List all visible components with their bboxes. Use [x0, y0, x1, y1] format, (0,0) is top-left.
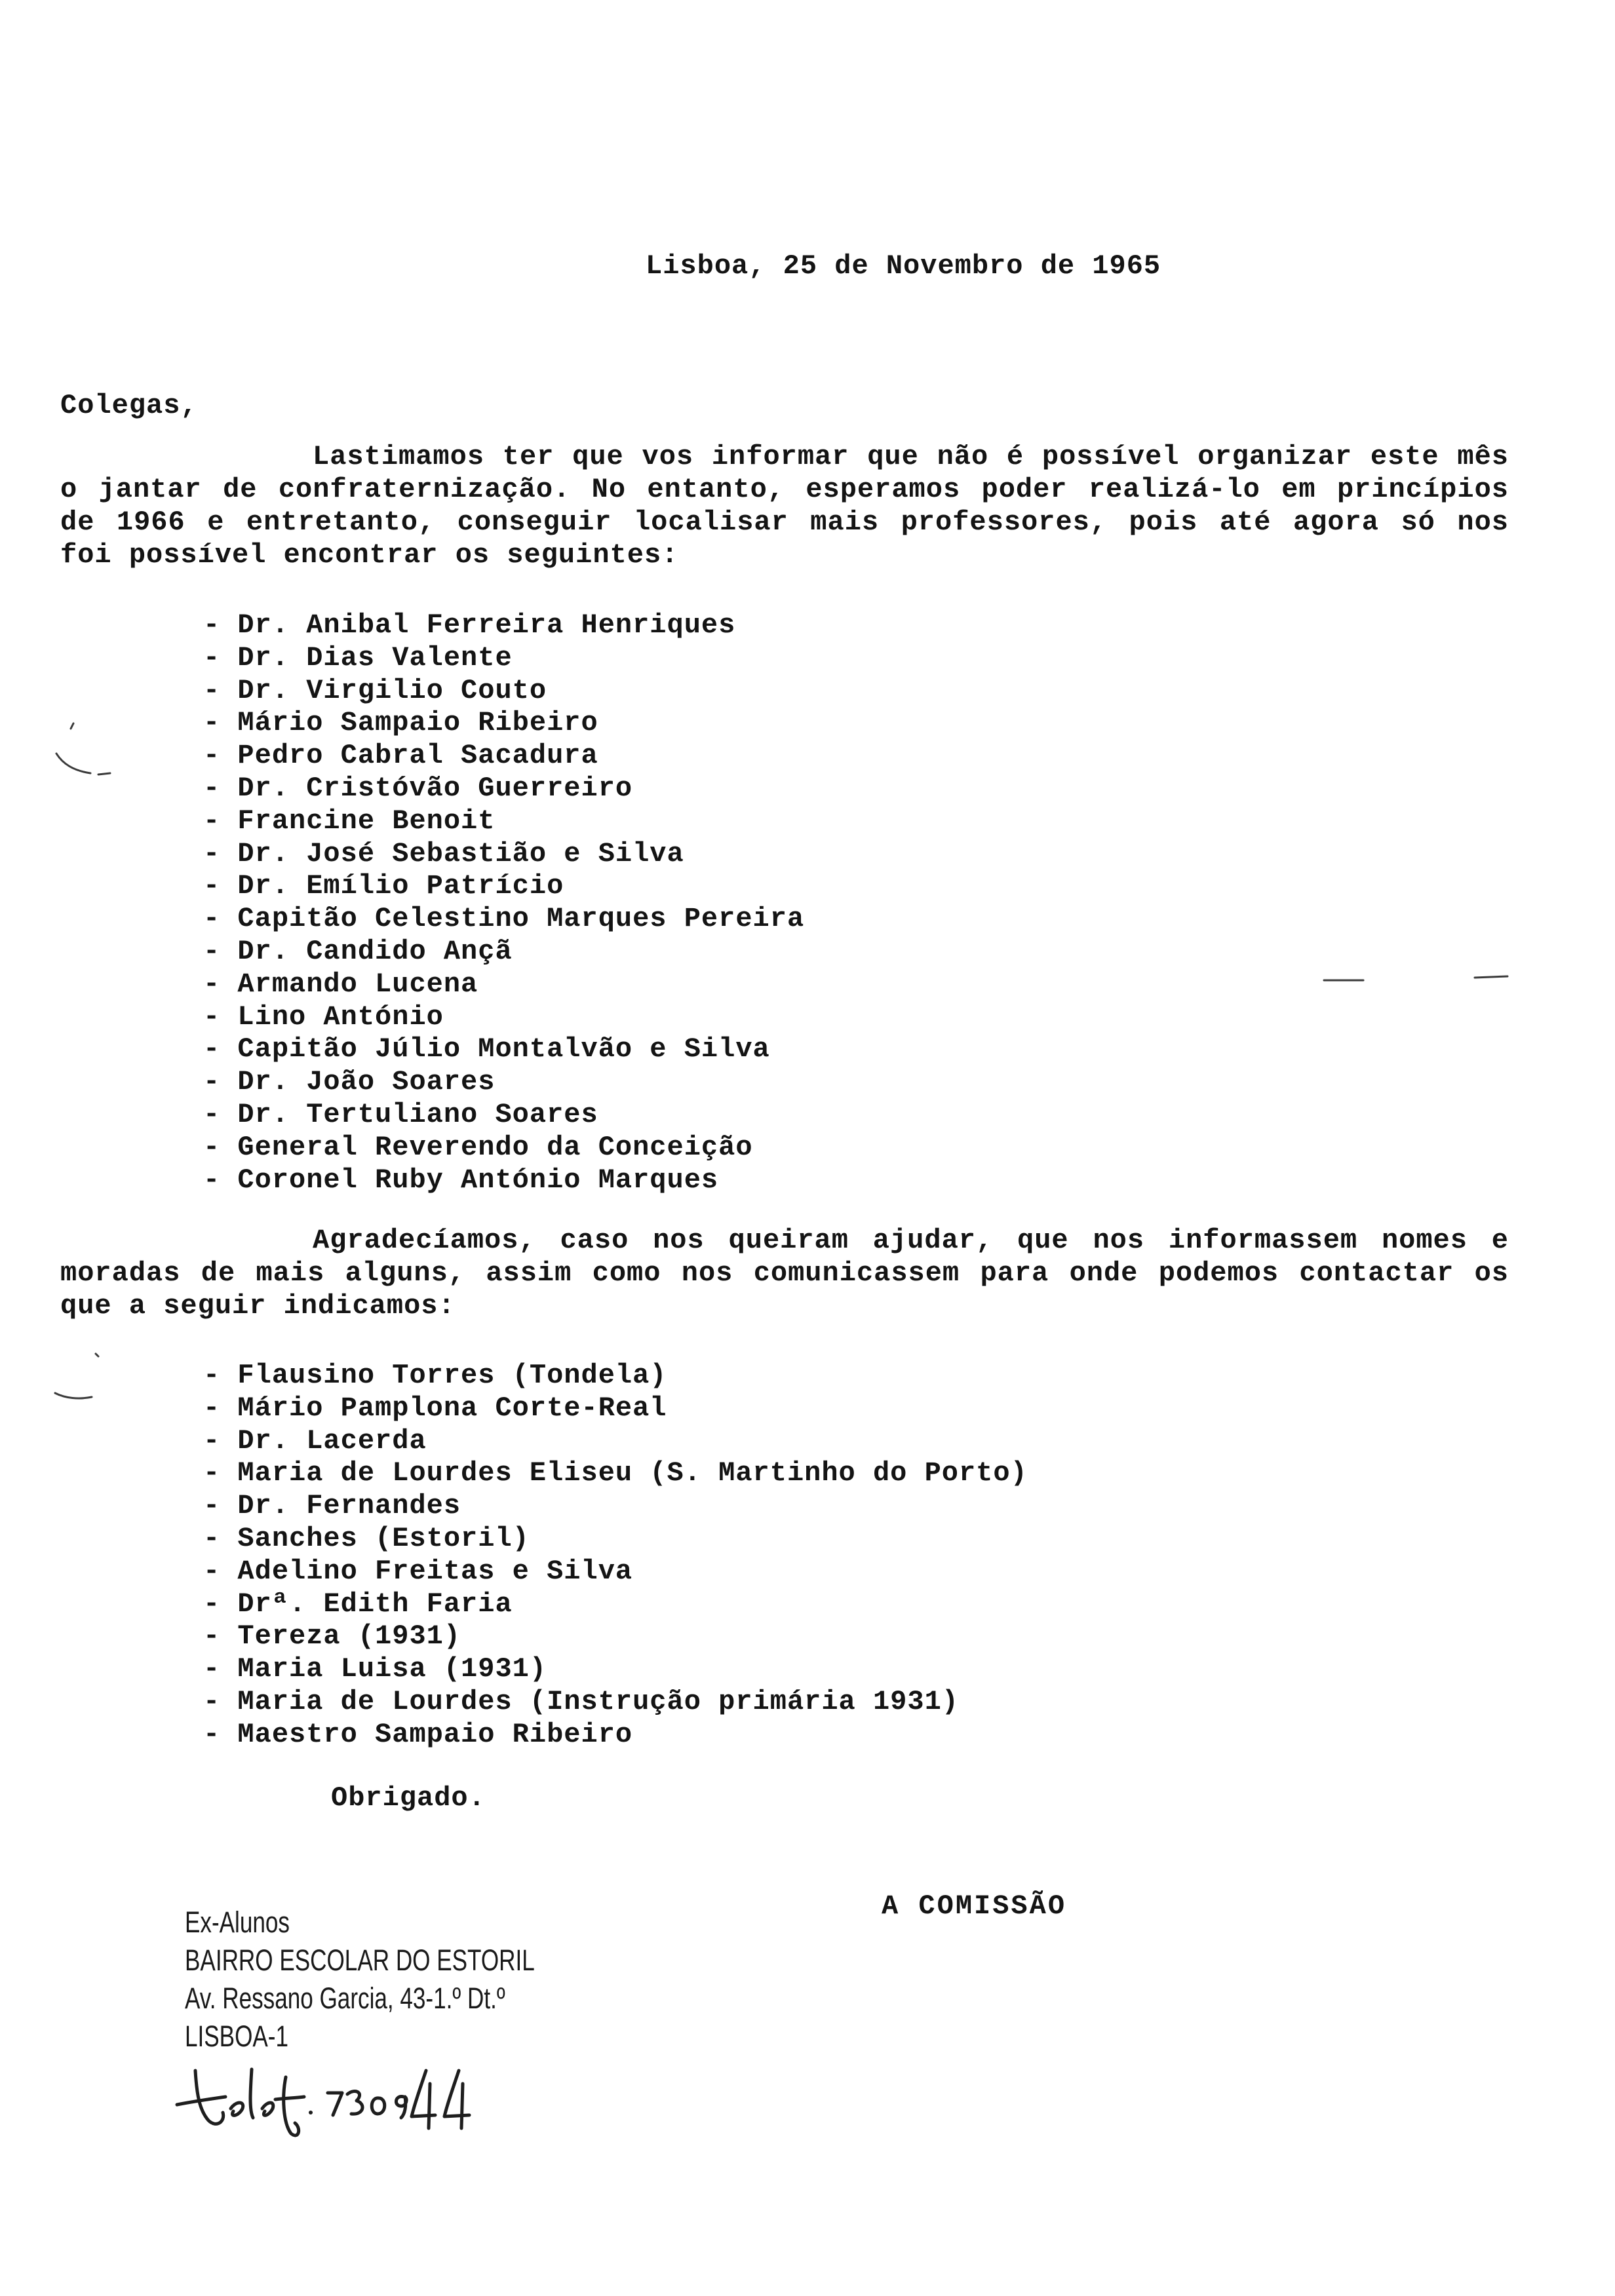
letter-paragraph-1: Lastimamos ter que vos informar que não é possível organizar este mês o jantar de confraternização. No entanto, esperamos poder realizá-lo em princípios de 1966 e entretanto, conseguir localisar mais professores, pois até agora só nos foi possível encontrar os seguintes: — [60, 441, 1509, 571]
list-item: - Maria Luisa (1931) — [203, 1653, 547, 1685]
list-item: - Mário Pamplona Corte-Real — [203, 1392, 667, 1424]
list-item: - Flausino Torres (Tondela) — [203, 1360, 667, 1391]
list-item: - Dr. José Sebastião e Silva — [203, 837, 684, 870]
stamp-line: LISBOA-1 — [185, 2019, 289, 2053]
list-item: - Mário Sampaio Ribeiro — [203, 707, 598, 739]
list-item: - Pedro Cabral Sacadura — [203, 740, 598, 772]
list-item: - Dr. Emílio Patrício — [203, 870, 564, 902]
list-item: - Dr. Cristóvão Guerreiro — [203, 772, 633, 804]
letter-signature: A COMISSÃO — [882, 1890, 1067, 1922]
list-item: - Dr. Virgilio Couto — [203, 674, 547, 706]
list-item: - Dr. Lacerda — [203, 1425, 427, 1457]
list-item: - Drª. Edith Faria — [203, 1588, 513, 1620]
list-item: - Francine Benoit — [203, 805, 496, 837]
list-item: - Maria de Lourdes Eliseu (S. Martinho do Porto) — [203, 1457, 1028, 1489]
letter-date: Lisboa, 25 de Novembro de 1965 — [646, 250, 1161, 282]
stamp-line: Av. Ressano Garcia, 43-1.º Dt.º — [185, 1981, 505, 2015]
list-item: - Dr. Tertuliano Soares — [203, 1098, 598, 1130]
list-item: - Adelino Freitas e Silva — [203, 1555, 633, 1587]
stamp-line: Ex-Alunos — [185, 1905, 290, 1939]
list-item: - Maria de Lourdes (Instrução primária 1931) — [203, 1685, 959, 1717]
list-item: - Coronel Ruby António Marques — [203, 1164, 719, 1196]
list-item: - Maestro Sampaio Ribeiro — [203, 1718, 633, 1750]
letter-paragraph-2: Agradecíamos, caso nos queiram ajudar, que nos informassem nomes e moradas de mais alguns, assim como nos comunicassem para onde podemos contactar os que a seguir indicamos: — [60, 1225, 1509, 1322]
list-item: - Dr. Anibal Ferreira Henriques — [203, 609, 736, 641]
list-item: - Lino António — [203, 1001, 444, 1033]
list-item: - Dr. Dias Valente — [203, 641, 513, 674]
letter-closing: Obrigado. — [331, 1782, 486, 1814]
stamp-line: BAIRRO ESCOLAR DO ESTORIL — [185, 1943, 535, 1977]
list-item: - Dr. João Soares — [203, 1066, 496, 1098]
list-item: - Dr. Candido Ançã — [203, 935, 513, 967]
list-item: - Capitão Júlio Montalvão e Silva — [203, 1033, 770, 1065]
list-item: - Dr. Fernandes — [203, 1490, 461, 1522]
list-item: - Tereza (1931) — [203, 1620, 461, 1653]
list-item: - Armando Lucena — [203, 968, 478, 1000]
list-item: - Capitão Celestino Marques Pereira — [203, 903, 805, 935]
list-item: - General Reverendo da Conceição — [203, 1131, 753, 1163]
letter-salutation: Colegas, — [60, 390, 198, 421]
list-item: - Sanches (Estoril) — [203, 1522, 530, 1554]
